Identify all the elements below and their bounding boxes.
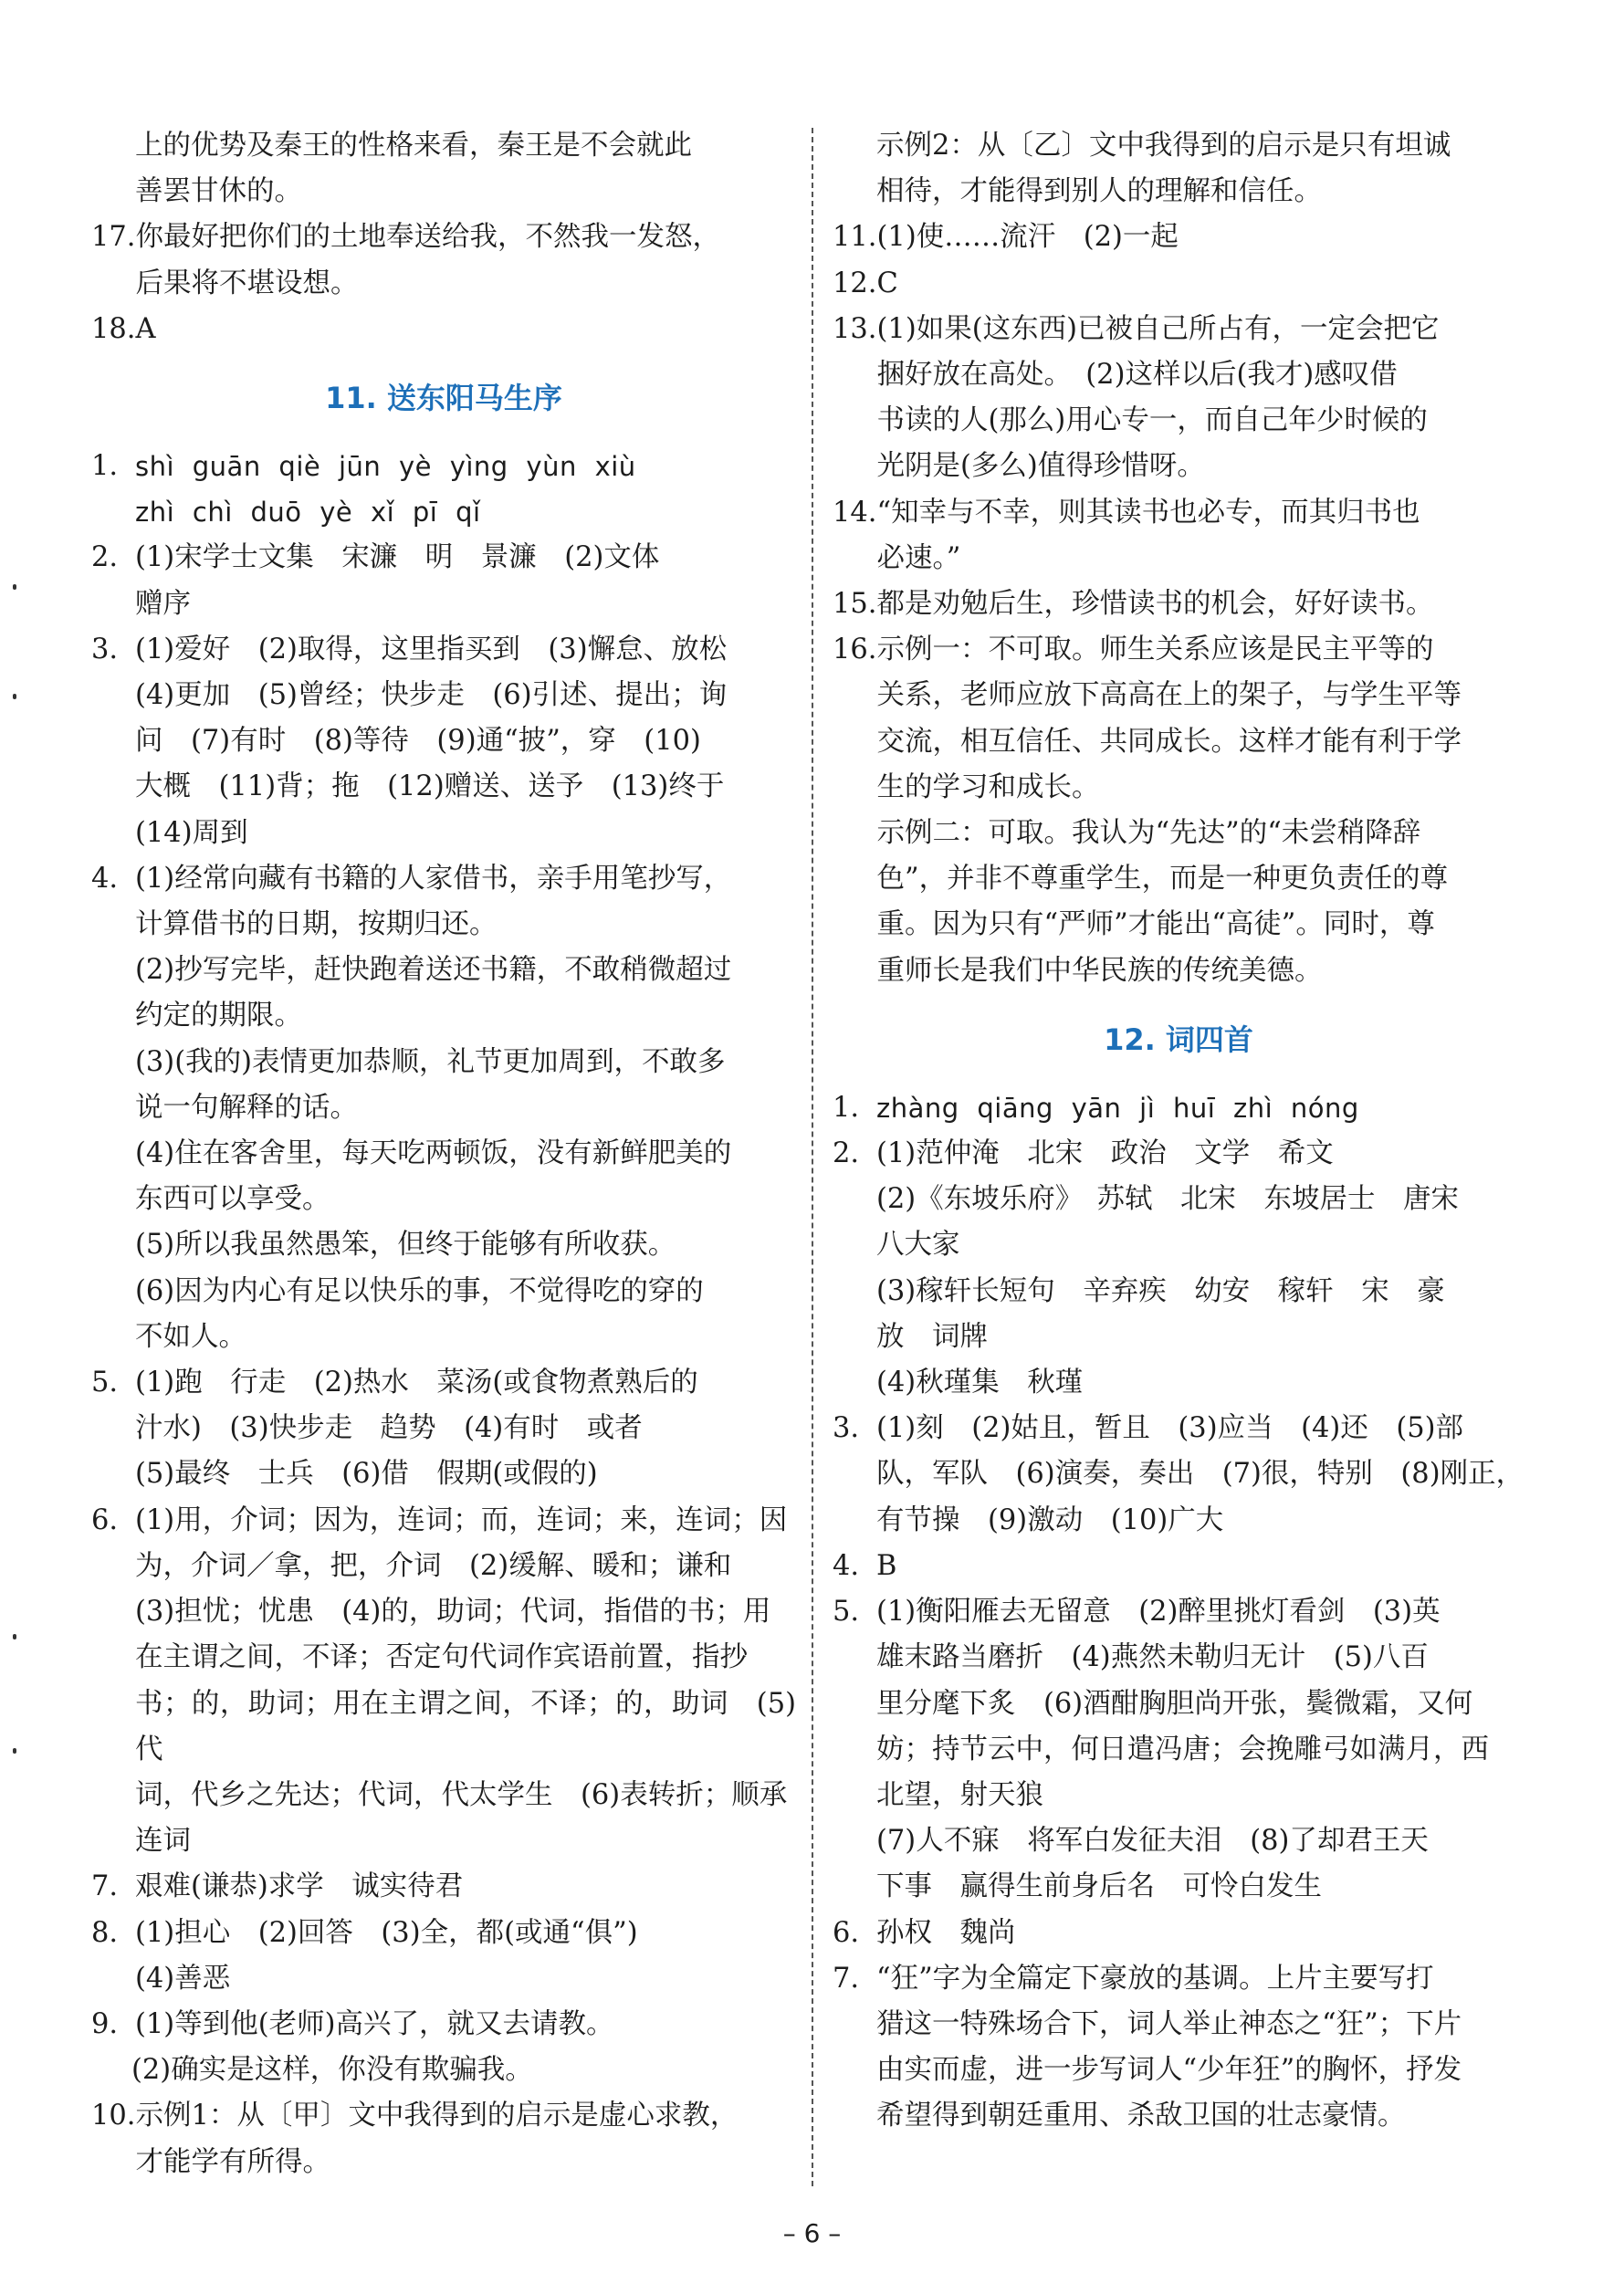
answer-4	[833, 1544, 1524, 1589]
answer-9	[91, 2002, 796, 2048]
scan-mark	[13, 694, 16, 699]
text-line: (14)周到	[135, 816, 248, 849]
text-line: (1)衡阳雁去无留意 (2)醉里挑灯看剑 (3)英	[876, 1596, 1441, 1629]
section-title: 11. 送东阳马生序	[325, 381, 562, 416]
text-line: 艰难(谦恭)求学 诚实待君	[135, 1870, 464, 1903]
answer-17	[91, 215, 796, 306]
answer-11	[833, 215, 1524, 260]
text-line: (1)担心 (2)回答 (3)全，都(或通“俱”)	[135, 1916, 638, 1949]
page-number: – 6 –	[782, 2218, 842, 2248]
column-divider	[812, 128, 813, 2186]
text-line: 有节操 (9)激动 (10)广大	[876, 1503, 1224, 1536]
answer-number: 2.	[91, 541, 119, 574]
text-line: (4)更加 (5)曾经；快步走 (6)引述、提出；询	[135, 679, 728, 712]
answer-number: 17.	[91, 221, 136, 254]
answer-number: 5.	[91, 1367, 119, 1399]
text-line: 队，军队 (6)演奏，奏出 (7)很，特别 (8)刚正，	[876, 1458, 1524, 1491]
text-line: 书读的人(那么)用心专一，而自己年少时候的	[876, 404, 1428, 437]
text-line: 问 (7)有时 (8)等待 (9)通“披”，穿 (10)	[135, 725, 701, 758]
answer-4	[91, 856, 796, 1360]
text-line: B	[876, 1549, 897, 1582]
right-column	[833, 123, 1524, 2140]
text-line: 示例一：不可取。师生关系应该是民主平等的	[876, 634, 1434, 666]
text-line: 词，代乡之先达；代词，代太学生 (6)表转折；顺承	[135, 1778, 788, 1811]
answer-10	[91, 2093, 796, 2184]
text-line: (3)(我的)表情更加恭顺，礼节更加周到，不敢多	[135, 1045, 726, 1078]
answer-number: 11.	[833, 221, 877, 254]
text-line: 不如人。	[135, 1320, 246, 1353]
text-line: (4)住在客舍里，每天吃两顿饭，没有新鲜肥美的	[135, 1137, 732, 1170]
text-line: 东西可以享受。	[135, 1183, 330, 1216]
answer-number: 8.	[91, 1916, 119, 1949]
text-line: “知幸与不幸，则其读书也必专，而其归书也	[876, 496, 1420, 529]
text-line: (1)宋学士文集 宋濂 明 景濂 (2)文体	[135, 541, 660, 574]
scan-mark	[13, 1748, 16, 1754]
text-line: 必速。”	[876, 541, 961, 574]
text-line: 孙权 魏尚	[876, 1916, 1016, 1949]
answer-7	[91, 1864, 796, 1910]
text-line: 在主谓之间，不译；否定句代词作宾语前置，指抄	[135, 1641, 748, 1674]
text-line: 由实而虚，进一步写词人“少年狂”的胸怀，抒发	[876, 2054, 1462, 2087]
text-line: (3)稼轩长短句 辛弃疾 幼安 稼轩 宋 豪	[876, 1274, 1445, 1307]
text-line: (1)范仲淹 北宋 政治 文学 希文	[876, 1137, 1334, 1170]
answer-number: 18.	[91, 312, 136, 345]
text-line: 后果将不堪设想。	[135, 267, 359, 299]
text-line: 希望得到朝廷重用、杀敌卫国的壮志豪情。	[876, 2100, 1406, 2132]
text-line: 生的学习和成长。	[876, 770, 1100, 803]
answer-number: 4.	[91, 862, 119, 895]
text-line: 计算借书的日期，按期归还。	[135, 908, 498, 941]
answer-number: 12.	[833, 267, 877, 299]
text-line: (2)《东坡乐府》 苏轼 北宋 东坡居士 唐宋	[876, 1183, 1459, 1216]
text-line: 大概 (11)背；拖 (12)赠送、送予 (13)终于	[135, 770, 725, 803]
answer-16	[833, 627, 1524, 994]
text-line: 善罢甘休的。	[135, 175, 302, 208]
text-line: 里分麾下炙 (6)酒酣胸胆尚开张，鬓微霜，又何	[876, 1687, 1473, 1720]
text-line: (2)抄写完毕，赶快跑着送还书籍，不敢稍微超过	[135, 954, 732, 987]
answer-number: 1.	[833, 1091, 860, 1124]
section-title: 12. 词四首	[1104, 1021, 1253, 1057]
answer-number: 6.	[833, 1916, 860, 1949]
text-line: 北望，射天狼	[876, 1778, 1043, 1811]
answer-number: 14.	[833, 496, 877, 529]
answer-number: 13.	[833, 312, 877, 345]
text-line: (2)确实是这样，你没有欺骗我。	[131, 2054, 533, 2087]
text-line: 重。因为只有“严师”才能出“高徒”。同时，尊	[876, 908, 1435, 941]
answer-number: 2.	[833, 1137, 860, 1170]
left-column	[91, 123, 796, 2185]
answer-13	[833, 307, 1524, 490]
text-line: 下事 赢得生前身后名 可怜白发生	[876, 1870, 1322, 1903]
text-line: 关系，老师应放下高高在上的架子，与学生平等	[876, 679, 1462, 712]
text-line: 放 词牌	[876, 1320, 988, 1353]
answer-14	[833, 490, 1524, 581]
text-line: (5)所以我虽然愚笨，但终于能够有所收获。	[135, 1229, 676, 1262]
text-line: (1)等到他(老师)高兴了，就又去请教。	[135, 2007, 614, 2040]
text-line: 汁水) (3)快步走 趋势 (4)有时 或者	[135, 1412, 643, 1445]
text-line: 示例1：从〔甲〕文中我得到的启示是虚心求教，	[135, 2100, 739, 2132]
text-line: (4)善恶	[135, 1962, 231, 1995]
answer-number: 10.	[91, 2100, 136, 2132]
text-line: (5)最终 士兵 (6)借 假期(或假的)	[135, 1458, 598, 1491]
answer-8	[91, 1911, 796, 2002]
answer-15	[833, 581, 1524, 627]
text-line: (1)爱好 (2)取得，这里指买到 (3)懈怠、放松	[135, 633, 728, 665]
text-line: 重师长是我们中华民族的传统美德。	[876, 954, 1323, 987]
pinyin-line: shì guān qiè jūn yè yìng yùn xiù	[135, 451, 636, 483]
text-line: 都是劝勉后生，珍惜读书的机会，好好读书。	[876, 588, 1434, 621]
text-line: (1)使……流汗 (2)一起	[876, 221, 1179, 254]
answer-number: 16.	[833, 634, 877, 666]
answer-2	[833, 1131, 1524, 1406]
text-line: (1)用，介词；因为，连词；而，连词；来，连词；因	[135, 1503, 788, 1536]
answer-1	[833, 1085, 1524, 1131]
answer-3	[91, 627, 796, 856]
answer-number: 4.	[833, 1549, 860, 1582]
answer-number: 3.	[91, 633, 119, 665]
answer-number: 5.	[833, 1596, 860, 1629]
text-line: (1)刻 (2)姑且，暂且 (3)应当 (4)还 (5)部	[876, 1412, 1464, 1445]
text-line: 示例二：可取。我认为“先达”的“未尝稍降辞	[876, 817, 1421, 850]
answer-number: 6.	[91, 1503, 119, 1536]
text-line: “狂”字为全篇定下豪放的基调。上片主要写打	[876, 1962, 1434, 1995]
answer-number: 3.	[833, 1412, 860, 1445]
answer-number: 7.	[833, 1962, 860, 1995]
answer-7	[833, 1956, 1524, 2140]
text-line: 相待，才能得到别人的理解和信任。	[876, 175, 1322, 208]
text-line: 约定的期限。	[135, 1000, 302, 1032]
pinyin-line: zhàng qiāng yān jì huī zhì nóng	[876, 1092, 1359, 1124]
scan-mark	[13, 584, 16, 590]
text-line: (6)因为内心有足以快乐的事，不觉得吃的穿的	[135, 1274, 704, 1307]
answer-6	[91, 1498, 796, 1865]
answer-3	[833, 1406, 1524, 1544]
answer-18	[91, 307, 796, 352]
answer-1	[91, 444, 796, 535]
text-line: (4)秋瑾集 秋瑾	[876, 1367, 1084, 1399]
text-line: 为，介词／拿，把，介词 (2)缓解、暖和；谦和	[135, 1549, 732, 1582]
text-line: 说一句解释的话。	[135, 1091, 358, 1124]
text-line: 雄末路当磨折 (4)燕然未勒归无计 (5)八百	[876, 1641, 1429, 1674]
text-line: (1)跑 行走 (2)热水 菜汤(或食物煮熟后的	[135, 1367, 698, 1399]
text-line: 交流，相互信任、共同成长。这样才能有利于学	[876, 725, 1462, 758]
answer-6	[833, 1911, 1524, 1956]
text-line: 赠序	[135, 587, 191, 620]
text-line: 捆好放在高处。 (2)这样以后(我才)感叹借	[876, 359, 1398, 392]
text-line: 才能学有所得。	[135, 2145, 331, 2178]
answer-5	[91, 1360, 796, 1498]
answer-number: 9.	[91, 2007, 119, 2040]
text-line: (1)经常向藏有书籍的人家借书，亲手用笔抄写，	[135, 862, 732, 895]
text-line: (1)如果(这东西)已被自己所占有，一定会把它	[876, 312, 1440, 345]
text-line: 你最好把你们的土地奉送给我，不然我一发怒，	[135, 221, 721, 254]
answer-number: 7.	[91, 1870, 119, 1903]
text-line: (7)人不寐 将军白发征夫泪 (8)了却君王天	[876, 1825, 1429, 1858]
answer-number: 15.	[833, 588, 877, 621]
text-line: 八大家	[876, 1229, 960, 1262]
answer-12	[833, 261, 1524, 307]
text-line: A	[135, 312, 156, 345]
answer-5	[833, 1589, 1524, 1910]
text-line: C	[876, 267, 898, 299]
text-line: 妨；持节云中，何日遣冯唐；会挽雕弓如满月，西	[876, 1733, 1489, 1765]
text-line: 色”，并非不尊重学生，而是一种更负责任的尊	[876, 863, 1449, 896]
text-line: 上的优势及秦王的性格来看，秦王是不会就此	[135, 130, 692, 162]
text-line: (3)担忧；忧患 (4)的，助词；代词，指借的书；用	[135, 1596, 771, 1629]
text-line: 光阴是(多么)值得珍惜呀。	[876, 450, 1205, 483]
text-line: 示例2：从〔乙〕文中我得到的启示是只有坦诚	[876, 130, 1451, 162]
text-line: 猎这一特殊场合下，词人举止神态之“狂”；下片	[876, 2007, 1462, 2040]
answer-number: 1.	[91, 450, 119, 483]
scan-mark	[13, 1634, 16, 1639]
text-line: 书；的，助词；用在主谓之间，不译；的，助词 (5)代	[135, 1687, 796, 1765]
text-line: 连词	[135, 1825, 191, 1858]
answer-2	[91, 535, 796, 626]
pinyin-line: zhì chì duō yè xǐ pī qǐ	[135, 497, 481, 529]
